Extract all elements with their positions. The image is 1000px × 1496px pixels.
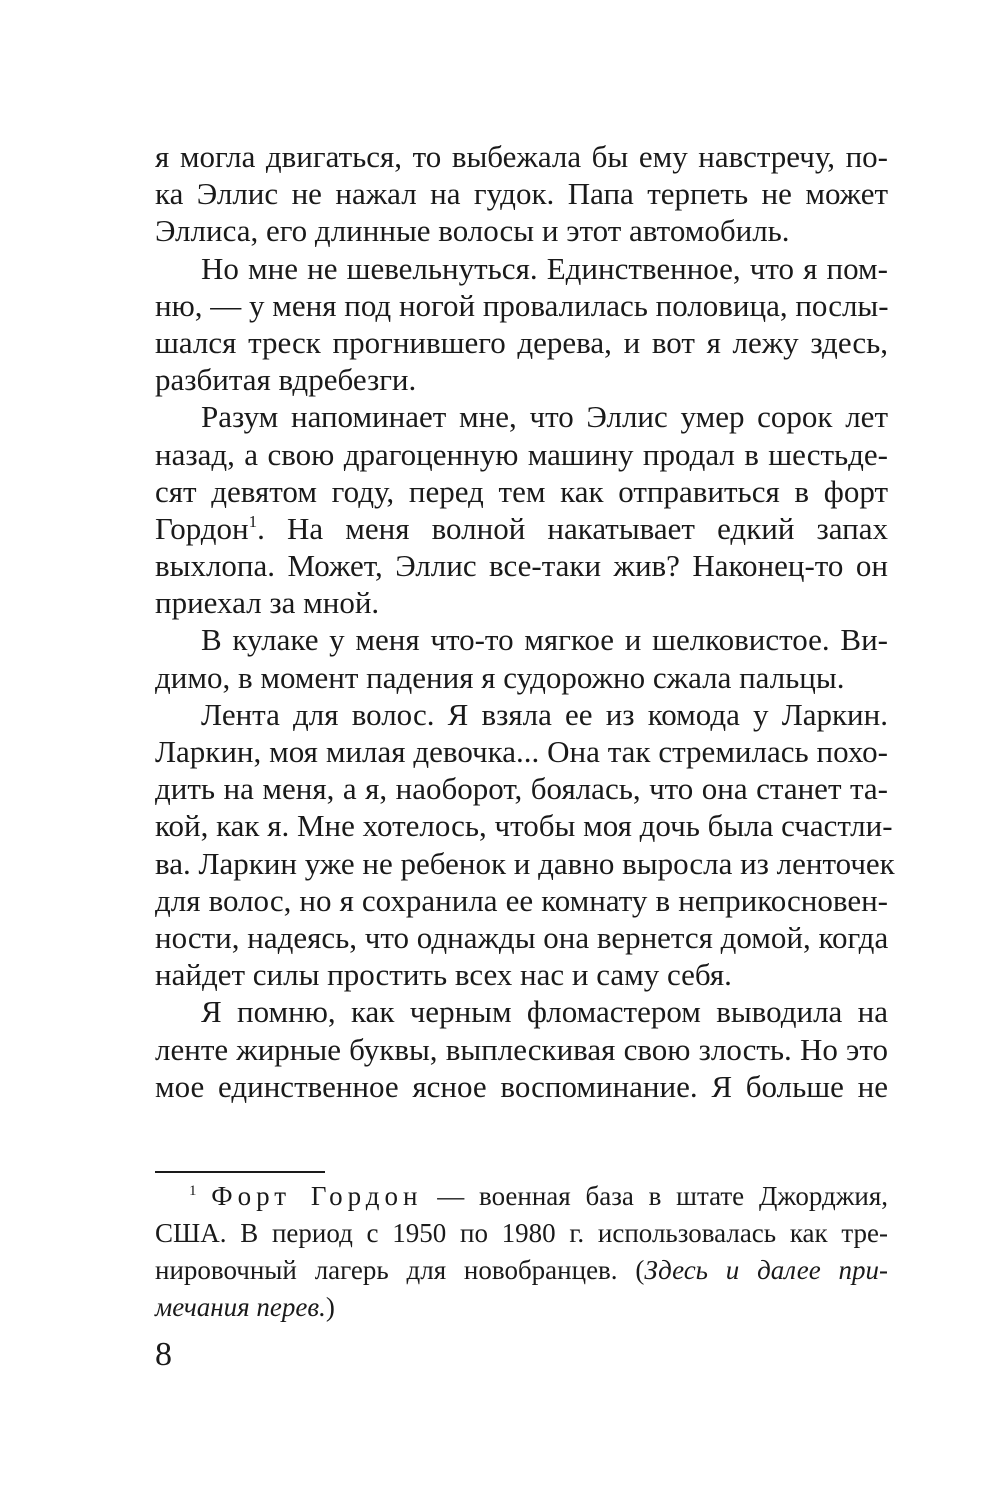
main-text [155, 138, 895, 1105]
text-line: кой, как я. Мне хотелось, чтобы моя дочь была счастли- [155, 808, 893, 844]
text-line: Эллиса, его длинные волосы и этот автомобиль. [155, 213, 790, 249]
page-number: 8 [155, 1336, 172, 1373]
footnote-text: нировочный лагерь для новобранцев. ( [155, 1255, 645, 1285]
text-line: ню, — у меня под ногой провалилась половица, послы- [155, 287, 889, 323]
footnote-italic: мечания перев. [155, 1292, 326, 1322]
text-fragment: . На меня волной накатывает едкий запах [257, 510, 888, 546]
text-line: ва. Ларкин уже не ребенок и давно выросла из ленточек [155, 845, 895, 881]
text-line: приехал за мной. [155, 585, 380, 621]
text-line: Я помню, как черным фломастером выводила на [201, 994, 888, 1030]
text-fragment: Гордон [155, 510, 249, 546]
footnote-line [155, 1252, 888, 1289]
text-line: мое единственное ясное воспоминание. Я больше не [155, 1068, 888, 1104]
footnote [155, 1178, 888, 1326]
text-line: ка Эллис не нажал на гудок. Папа терпеть не может [155, 176, 888, 212]
footnote-text: ) [325, 1292, 335, 1322]
text-line: Ларкин, моя милая девочка... Она так стремилась похо- [155, 734, 888, 769]
text-line: дить на меня, а я, наоборот, боялась, что она станет та- [155, 771, 888, 807]
text-line: для волос, но я сохранила ее комнату в неприкосновен- [155, 882, 888, 918]
text-line: Лента для волос. Я взяла ее из комода у Ларкин. [201, 696, 888, 732]
text-line: разбитая вдребезги. [155, 362, 417, 398]
footnote-line [155, 1289, 888, 1326]
text-line: найдет силы простить всех нас и саму себя. [155, 957, 732, 993]
footnote-marker: 1 [189, 1183, 197, 1199]
text-line: сят девятом году, перед тем как отправиться в форт [155, 473, 888, 509]
text-line: назад, а свою драгоценную машину продал в шестьде- [155, 436, 888, 472]
footnote-term: Форт Гордон [211, 1181, 423, 1211]
text-line: В кулаке у меня что-то мягкое и шелковистое. Ви- [201, 622, 888, 658]
footnote-line: США. В период с 1950 по 1980 г. использовалась как тре- [155, 1218, 888, 1248]
text-line: ности, надеясь, что однажды она вернется домой, когда [155, 919, 889, 955]
text-line: выхлопа. Может, Эллис все-таки жив? Наконец-то он [155, 548, 888, 584]
text-line-with-footnote-ref [155, 510, 888, 547]
text-line: шался треск прогнившего дерева, и вот я лежу здесь, [155, 324, 888, 360]
text-line: Но мне не шевельнуться. Единственное, что я пом- [201, 250, 888, 286]
footnote-line [155, 1178, 888, 1215]
footnote-text: — военная база в штате Джорджия, [422, 1181, 889, 1211]
footnote-italic: Здесь и далее при- [644, 1255, 888, 1285]
footnote-divider [155, 1171, 325, 1173]
text-line: димо, в момент падения я судорожно сжала пальцы. [155, 659, 845, 695]
text-line: ленте жирные буквы, выплескивая свою злость. Но это [155, 1031, 888, 1067]
text-line: Разум напоминает мне, что Эллис умер сорок лет [201, 399, 888, 435]
text-line: я могла двигаться, то выбежала бы ему навстречу, по- [155, 139, 888, 174]
footnote-ref: 1 [248, 511, 258, 531]
